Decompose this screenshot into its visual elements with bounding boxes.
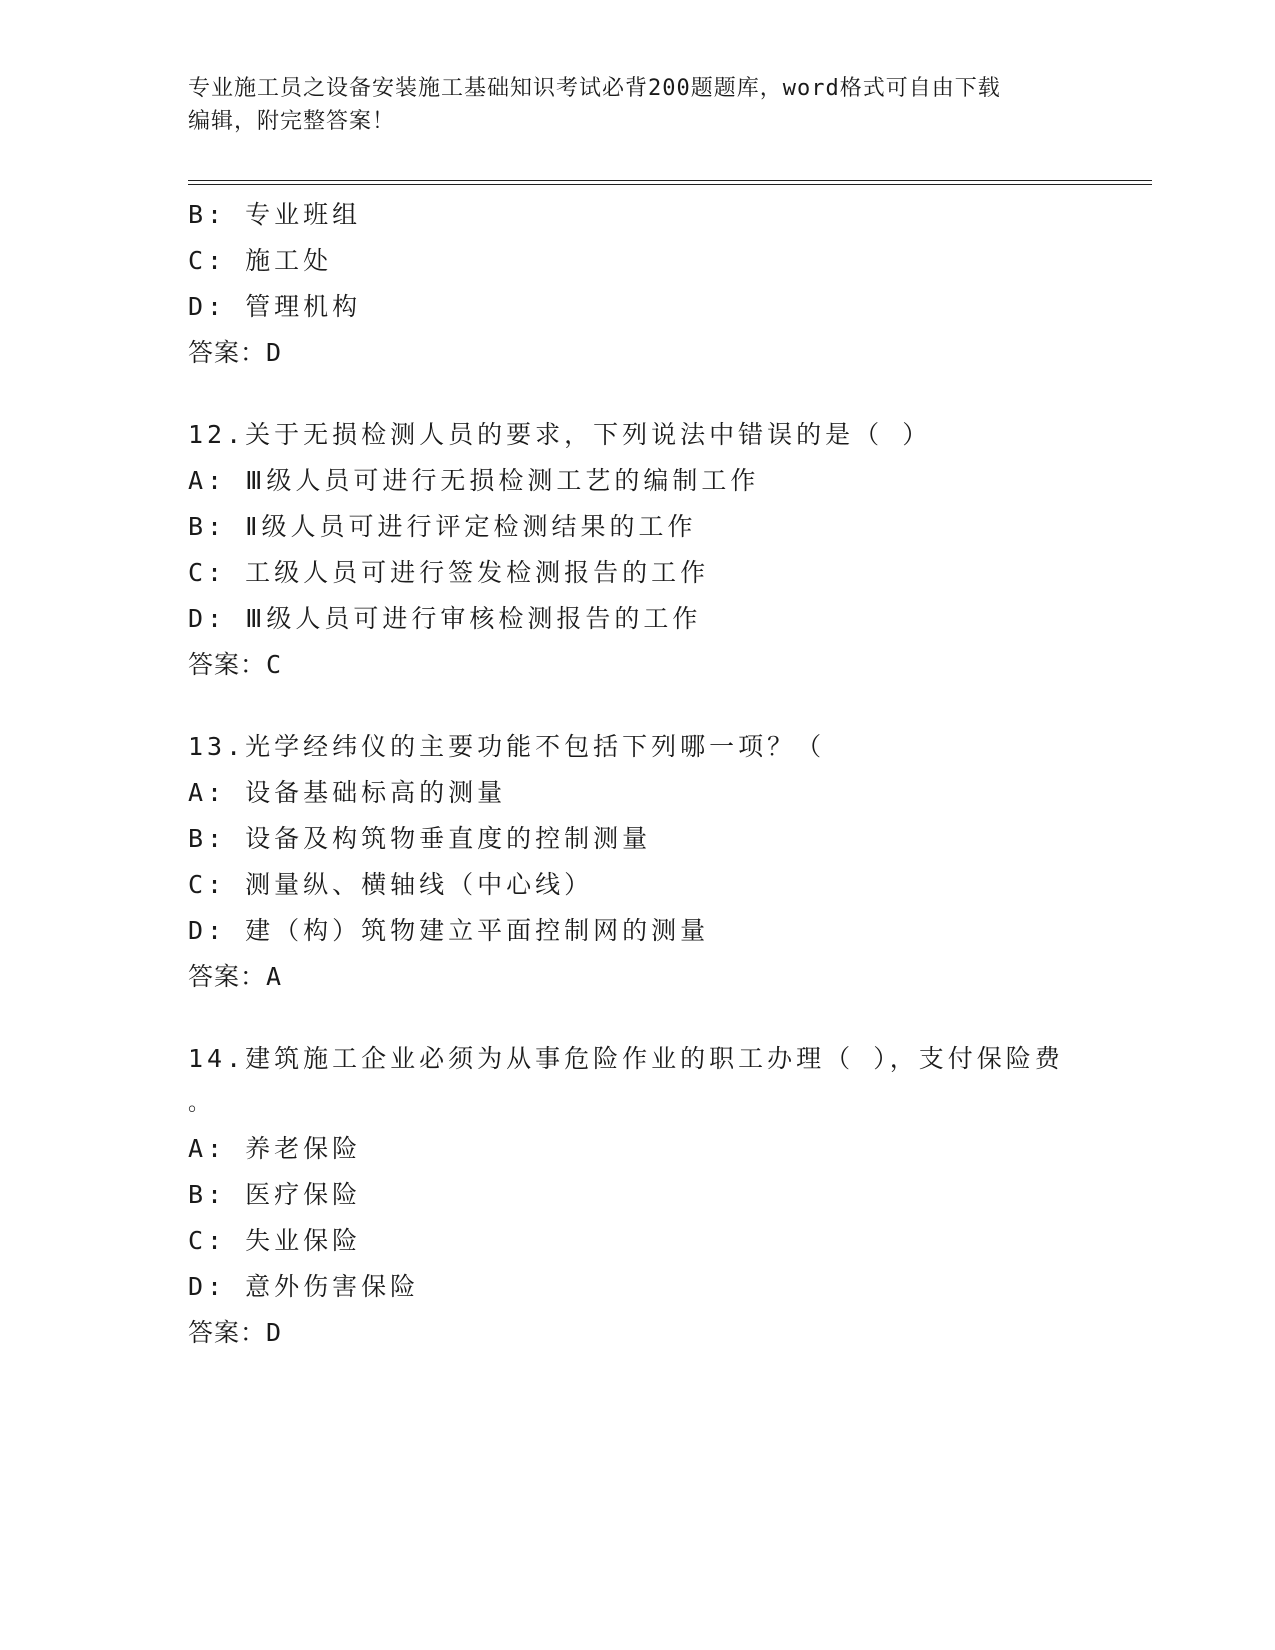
header-title-line-2: 编辑，附完整答案！ — [188, 109, 396, 134]
answer-value: D — [266, 1318, 283, 1347]
header-title-line-1: 专业施工员之设备安装施工基础知识考试必背200题题库，word格式可自由下载 — [188, 76, 1001, 101]
header-divider-top — [188, 180, 1152, 181]
answer-value: C — [266, 650, 283, 679]
question-14 — [188, 1036, 1148, 1356]
option-c: C: 失业保险 — [188, 1226, 362, 1255]
question-stem: 12.关于无损检测人员的要求，下列说法中错误的是（ ） — [188, 420, 932, 449]
option-b: B: Ⅱ级人员可进行评定检测结果的工作 — [188, 512, 697, 541]
question-13 — [188, 724, 1148, 1000]
option-c: C: 测量纵、横轴线（中心线） — [188, 870, 594, 899]
option-b: B: 设备及构筑物垂直度的控制测量 — [188, 824, 652, 853]
option-b: B: 专业班组 — [188, 200, 362, 229]
question-stem: 14.建筑施工企业必须为从事危险作业的职工办理（ ），支付保险费 — [188, 1044, 1064, 1073]
document-header — [188, 72, 1068, 138]
question-12 — [188, 412, 1148, 688]
answer-value: D — [266, 338, 283, 367]
answer-line — [188, 642, 1148, 688]
option-c: C: 工级人员可进行签发检测报告的工作 — [188, 558, 710, 587]
document-body — [188, 192, 1148, 1356]
option-d: D: Ⅲ级人员可进行审核检测报告的工作 — [188, 604, 702, 633]
option-a: A: 养老保险 — [188, 1134, 362, 1163]
answer-value: A — [266, 962, 283, 991]
answer-line — [188, 1310, 1148, 1356]
option-b: B: 医疗保险 — [188, 1180, 362, 1209]
option-a: A: 设备基础标高的测量 — [188, 778, 507, 807]
option-d: D: 建（构）筑物建立平面控制网的测量 — [188, 916, 710, 945]
answer-label: 答案： — [188, 338, 267, 367]
question-11-tail — [188, 192, 1148, 376]
option-a: A: Ⅲ级人员可进行无损检测工艺的编制工作 — [188, 466, 760, 495]
answer-label: 答案： — [188, 962, 267, 991]
question-stem-continuation: 。 — [188, 1091, 215, 1116]
answer-label: 答案： — [188, 1318, 267, 1347]
answer-label: 答案： — [188, 650, 267, 679]
option-d: D: 管理机构 — [188, 292, 362, 321]
answer-line — [188, 954, 1148, 1000]
answer-line — [188, 330, 1148, 376]
header-divider-bottom — [188, 184, 1152, 185]
option-d: D: 意外伤害保险 — [188, 1272, 420, 1301]
question-stem: 13.光学经纬仪的主要功能不包括下列哪一项？（ — [188, 732, 826, 761]
option-c: C: 施工处 — [188, 246, 333, 275]
